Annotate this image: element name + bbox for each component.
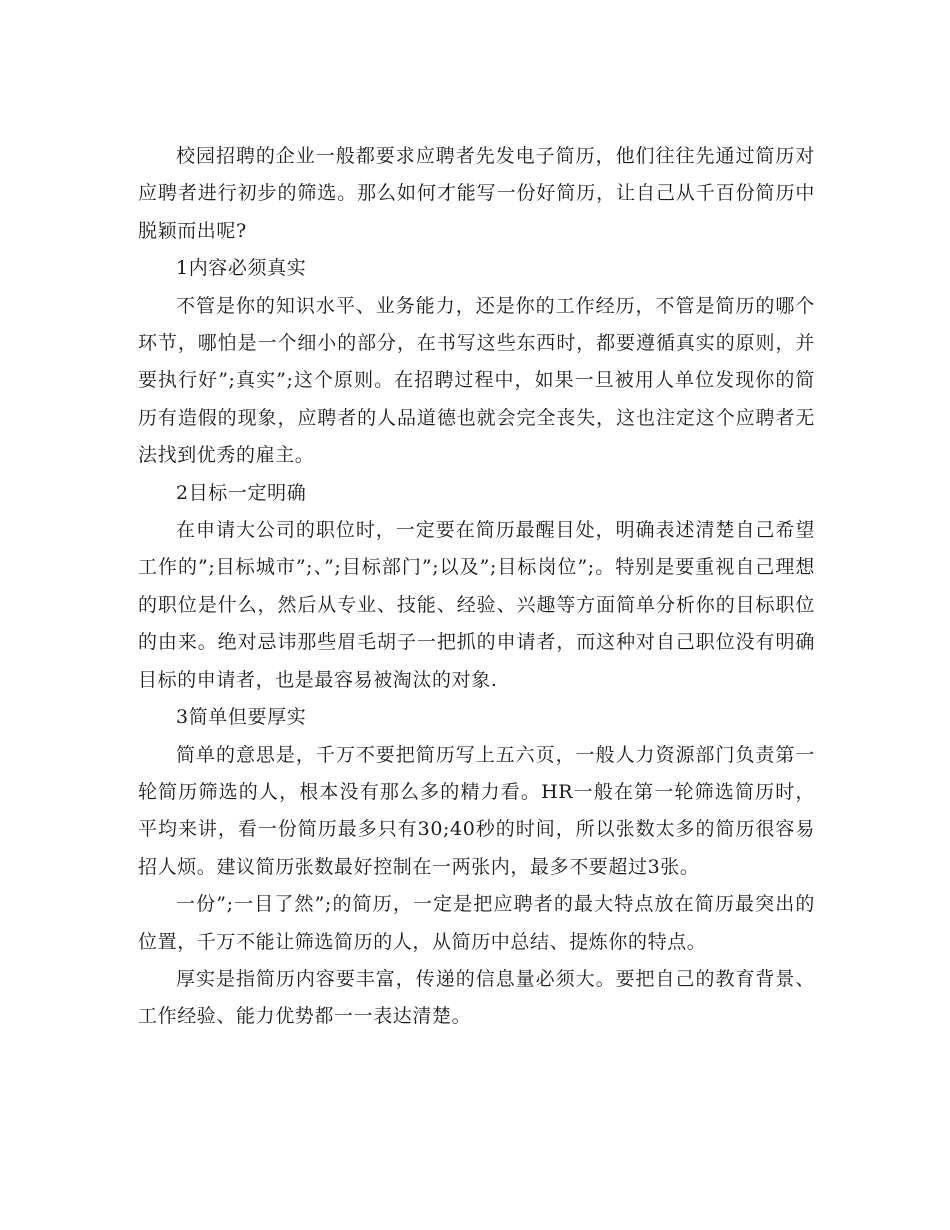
section-paragraph: 在申请大公司的职位时，一定要在简历最醒目处，明确表述清楚自己希望工作的”;目标城市”;、”;目标部门”;以及”;目标岗位”;。特别是要重视自己理想的职位是什么，然后从专业、技能、经验、兴趣等方面简单分析你的目标职位的由来。绝对忌讳那些眉毛胡子一把抓的申请者，而这种对自己职位没有明确目标的申请者，也是最容易被淘汰的对象. bbox=[138, 519, 815, 691]
section-paragraph: 不管是你的知识水平、业务能力，还是你的工作经历，不管是简历的哪个环节，哪怕是一个细小的部分，在书写这些东西时，都要遵循真实的原则，并要执行好”;真实”;这个原则。在招聘过程中，如果一旦被用人单位发现你的简历有造假的现象，应聘者的人品道德也就会完全丧失，这也注定这个应聘者无法找到优秀的雇主。 bbox=[138, 294, 815, 467]
section-paragraph: 一份”;一目了然”;的简历，一定是把应聘者的最大特点放在简历最突出的位置，千万不能让筛选简历的人，从简历中总结、提炼你的特点。 bbox=[138, 893, 815, 953]
section-heading-content-truthful: 1内容必须真实 bbox=[176, 257, 307, 280]
section-heading-clear-goal: 2目标一定明确 bbox=[176, 481, 307, 504]
document-body bbox=[138, 138, 815, 1036]
intro-paragraph: 校园招聘的企业一般都要求应聘者先发电子简历，他们往往先通过简历对应聘者进行初步的筛选。那么如何才能写一份好简历，让自己从千百份简历中脱颖而出呢? bbox=[138, 145, 815, 242]
section-heading-simple-substantial: 3简单但要厚实 bbox=[176, 706, 307, 729]
section-paragraph: 简单的意思是，千万不要把简历写上五六页，一般人力资源部门负责第一轮简历筛选的人，根本没有那么多的精力看。HR一般在第一轮筛选简历时，平均来讲，看一份简历最多只有30;40秒的时间，所以张数太多的简历很容易招人烦。建议简历张数最好控制在一两张内，最多不要超过3张。 bbox=[138, 743, 815, 878]
section-paragraph: 厚实是指简历内容要丰富，传递的信息量必须大。要把自己的教育背景、工作经验、能力优势都一一表达清楚。 bbox=[138, 967, 815, 1028]
